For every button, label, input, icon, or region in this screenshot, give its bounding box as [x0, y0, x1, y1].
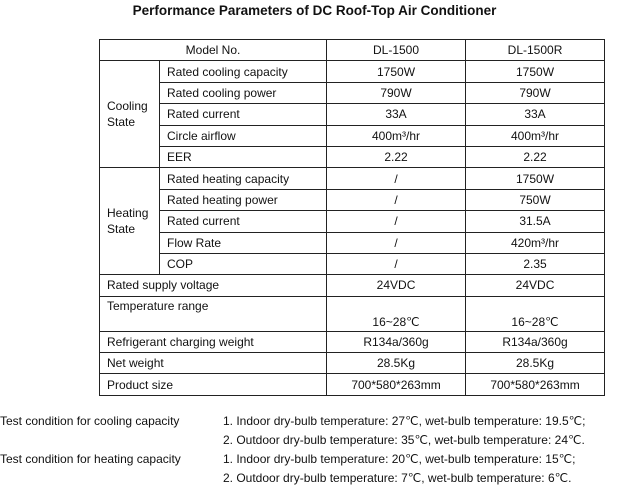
row-label: Rated cooling capacity	[160, 61, 327, 82]
value-a: 1750W	[327, 61, 466, 82]
page-title: Performance Parameters of DC Roof-Top Air Conditioner	[132, 3, 497, 18]
row-label: Net weight	[100, 353, 327, 374]
cooling-label-line2: State	[107, 115, 136, 130]
value-b: 31.5A	[466, 211, 605, 232]
row-label: Rated cooling power	[160, 82, 327, 103]
value-a: 33A	[327, 104, 466, 125]
value-b: 790W	[466, 82, 605, 103]
row-label: Rated supply voltage	[100, 275, 327, 296]
heating-label-line2: State	[107, 222, 136, 237]
heating-condition-label: Test condition for heating capacity	[0, 452, 181, 466]
value-b: R134a/360g	[466, 331, 605, 352]
row-label: Rated heating capacity	[160, 168, 327, 189]
value-b: 1750W	[466, 168, 605, 189]
value-a: 2.22	[327, 146, 466, 167]
value-a: 790W	[327, 82, 466, 103]
header-model-b: DL-1500R	[466, 40, 605, 61]
value-a: /	[327, 168, 466, 189]
row-label: COP	[160, 253, 327, 274]
row-label: Rated current	[160, 211, 327, 232]
value-b: 1750W	[466, 61, 605, 82]
value-b: 400m³/hr	[466, 125, 605, 146]
cooling-label-line1: Cooling	[107, 99, 148, 114]
row-label: Rated heating power	[160, 189, 327, 210]
heating-label-line1: Heating	[107, 206, 149, 221]
row-label: Temperature range	[100, 296, 327, 331]
value-b: 2.35	[466, 253, 605, 274]
value-b: 750W	[466, 189, 605, 210]
cooling-condition-label: Test condition for cooling capacity	[0, 414, 180, 428]
value-a: /	[327, 189, 466, 210]
cooling-condition-1: 1. Indoor dry-bulb temperature: 27℃, wet-bulb temperature: 19.5℃;	[223, 414, 586, 428]
heating-condition-2: 2. Outdoor dry-bulb temperature: 7℃, wet-bulb temperature: 6℃.	[223, 471, 572, 485]
value-a: 700*580*263mm	[327, 374, 466, 395]
header-model-a: DL-1500	[327, 40, 466, 61]
value-b: 2.22	[466, 146, 605, 167]
value-a: R134a/360g	[327, 331, 466, 352]
row-label: Circle airflow	[160, 125, 327, 146]
value-a: /	[327, 232, 466, 253]
value-b: 24VDC	[466, 275, 605, 296]
value-a: /	[327, 253, 466, 274]
value-b: 16~28℃	[466, 296, 605, 331]
value-a: 28.5Kg	[327, 353, 466, 374]
row-label: EER	[160, 146, 327, 167]
row-label: Refrigerant charging weight	[100, 331, 327, 352]
header-param: Model No.	[100, 40, 327, 61]
cooling-condition-2: 2. Outdoor dry-bulb temperature: 35℃, wet-bulb temperature: 24℃.	[223, 433, 585, 447]
row-label: Flow Rate	[160, 232, 327, 253]
value-b: 33A	[466, 104, 605, 125]
value-a: /	[327, 211, 466, 232]
value-a: 400m³/hr	[327, 125, 466, 146]
row-label: Rated current	[160, 104, 327, 125]
value-a: 16~28℃	[327, 296, 466, 331]
value-b: 700*580*263mm	[466, 374, 605, 395]
value-b: 420m³/hr	[466, 232, 605, 253]
row-label: Product size	[100, 374, 327, 395]
value-b: 28.5Kg	[466, 353, 605, 374]
value-a: 24VDC	[327, 275, 466, 296]
heating-condition-1: 1. Indoor dry-bulb temperature: 20℃, wet-bulb temperature: 15℃;	[223, 452, 576, 466]
